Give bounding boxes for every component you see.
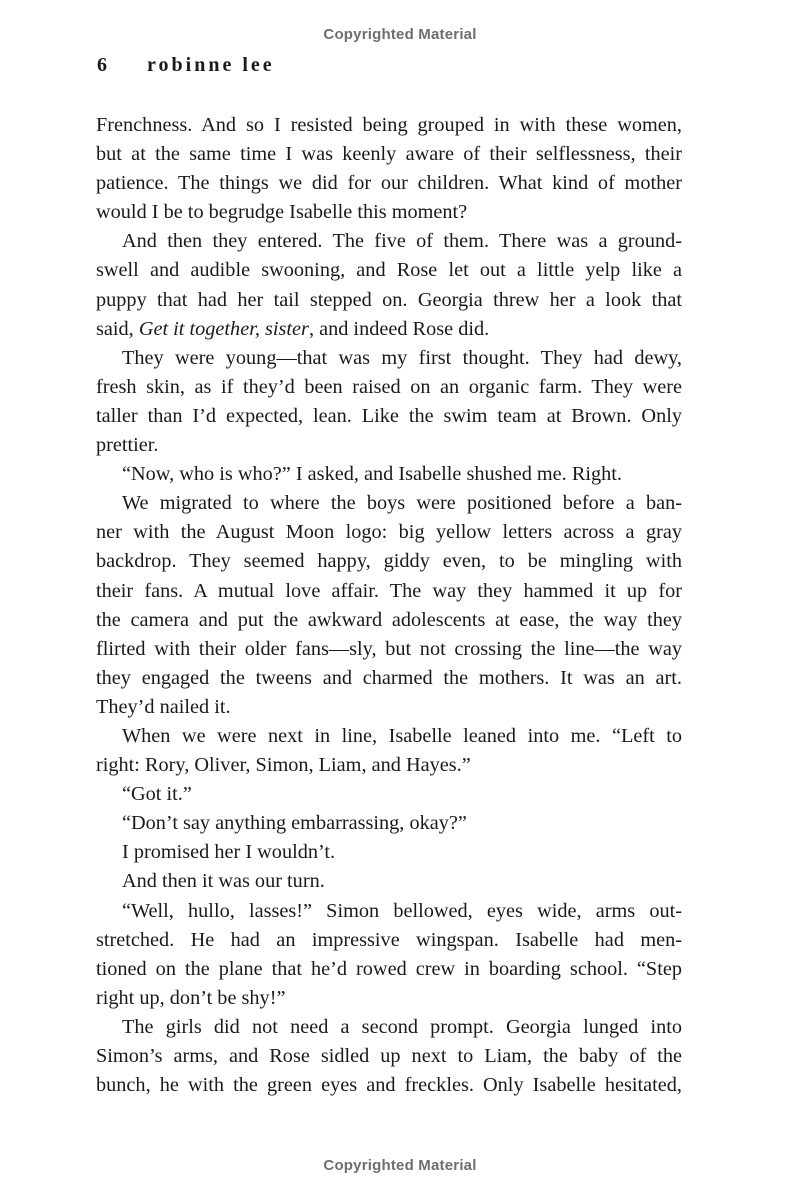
text-line: I promised her I wouldn’t. — [122, 841, 336, 864]
paragraph — [96, 867, 682, 896]
text-run: said, — [96, 317, 139, 340]
paragraph — [96, 344, 682, 460]
text-line: tioned on the plane that he’d rowed crew in boarding school. “Step — [96, 957, 682, 980]
text-line: taller than I’d expected, lean. Like the swim team at Brown. Only — [96, 404, 682, 427]
text-line: When we were next in line, Isabelle leaned into me. “Left to — [122, 724, 682, 747]
paragraph — [96, 722, 682, 780]
text-line: “Now, who is who?” I asked, and Isabelle shushed me. Right. — [122, 463, 622, 486]
paragraph — [96, 227, 682, 343]
text-line: They were young—that was my first thought. They had dewy, — [122, 346, 682, 369]
text-line: swell and audible swooning, and Rose let out a little yelp like a — [96, 259, 682, 282]
paragraph — [96, 1013, 682, 1100]
text-line: but at the same time I was keenly aware of their selflessness, their — [96, 143, 682, 166]
text-line: right up, don’t be shy!” — [96, 986, 286, 1009]
text-line: Simon’s arms, and Rose sidled up next to Liam, the baby of the — [96, 1045, 682, 1067]
text-line: We migrated to where the boys were positioned before a ban- — [122, 492, 682, 515]
text-line: “Don’t say anything embarrassing, okay?” — [122, 812, 467, 835]
text-line: ner with the August Moon logo: big yellow letters across a gray — [96, 521, 682, 544]
text-line: puppy that had her tail stepped on. Georgia threw her a look that — [96, 288, 682, 311]
text-line: patience. The things we did for our children. What kind of mother — [96, 172, 682, 195]
text-line: fresh skin, as if they’d been raised on an organic farm. They were — [96, 375, 682, 398]
text-line: “Got it.” — [122, 783, 192, 806]
paragraph — [96, 111, 682, 227]
text-line: backdrop. They seemed happy, giddy even, to be mingling with — [96, 550, 682, 573]
text-line: their fans. A mutual love affair. The way they hammed it up for — [96, 579, 682, 602]
running-head — [97, 54, 275, 77]
text-line: the camera and put the awkward adolescents at ease, the way they — [96, 608, 682, 631]
text-line: bunch, he with the green eyes and freckles. Only Isabelle hesitated, — [96, 1074, 682, 1097]
paragraph — [96, 460, 682, 489]
text-line: flirted with their older fans—sly, but not crossing the line—the way — [96, 637, 682, 660]
text-line: And then they entered. The five of them. There was a ground- — [122, 230, 682, 253]
paragraph — [96, 809, 682, 838]
text-line: prettier. — [96, 434, 159, 457]
text-line: stretched. He had an impressive wingspan. Isabelle had men- — [96, 928, 682, 951]
paragraph — [96, 780, 682, 809]
text-line: The girls did not need a second prompt. Georgia lunged into — [122, 1015, 682, 1038]
copyright-watermark-bottom: Copyrighted Material — [323, 1157, 477, 1174]
paragraph — [96, 897, 682, 1013]
paragraph — [96, 838, 682, 867]
text-line: Frenchness. And so I resisted being grouped in with these women, — [96, 114, 682, 136]
copyright-watermark-top: Copyrighted Material — [323, 26, 477, 43]
text-line: They’d nailed it. — [96, 695, 231, 718]
body-text — [96, 111, 682, 1100]
text-line: “Well, hullo, lasses!” Simon bellowed, eyes wide, arms out- — [122, 899, 682, 922]
page-number: 6 — [97, 54, 107, 76]
text-line: And then it was our turn. — [122, 870, 325, 893]
italic-text-run: Get it together, sister — [138, 317, 309, 340]
text-line — [96, 315, 682, 344]
text-run: , and indeed Rose did. — [308, 317, 490, 340]
author-name: robinne lee — [147, 54, 275, 76]
text-line: they engaged the tweens and charmed the mothers. It was an art. — [96, 666, 682, 689]
paragraph — [96, 489, 682, 722]
text-line: would I be to begrudge Isabelle this moment? — [96, 201, 468, 224]
text-line: right: Rory, Oliver, Simon, Liam, and Hayes.” — [96, 754, 471, 777]
